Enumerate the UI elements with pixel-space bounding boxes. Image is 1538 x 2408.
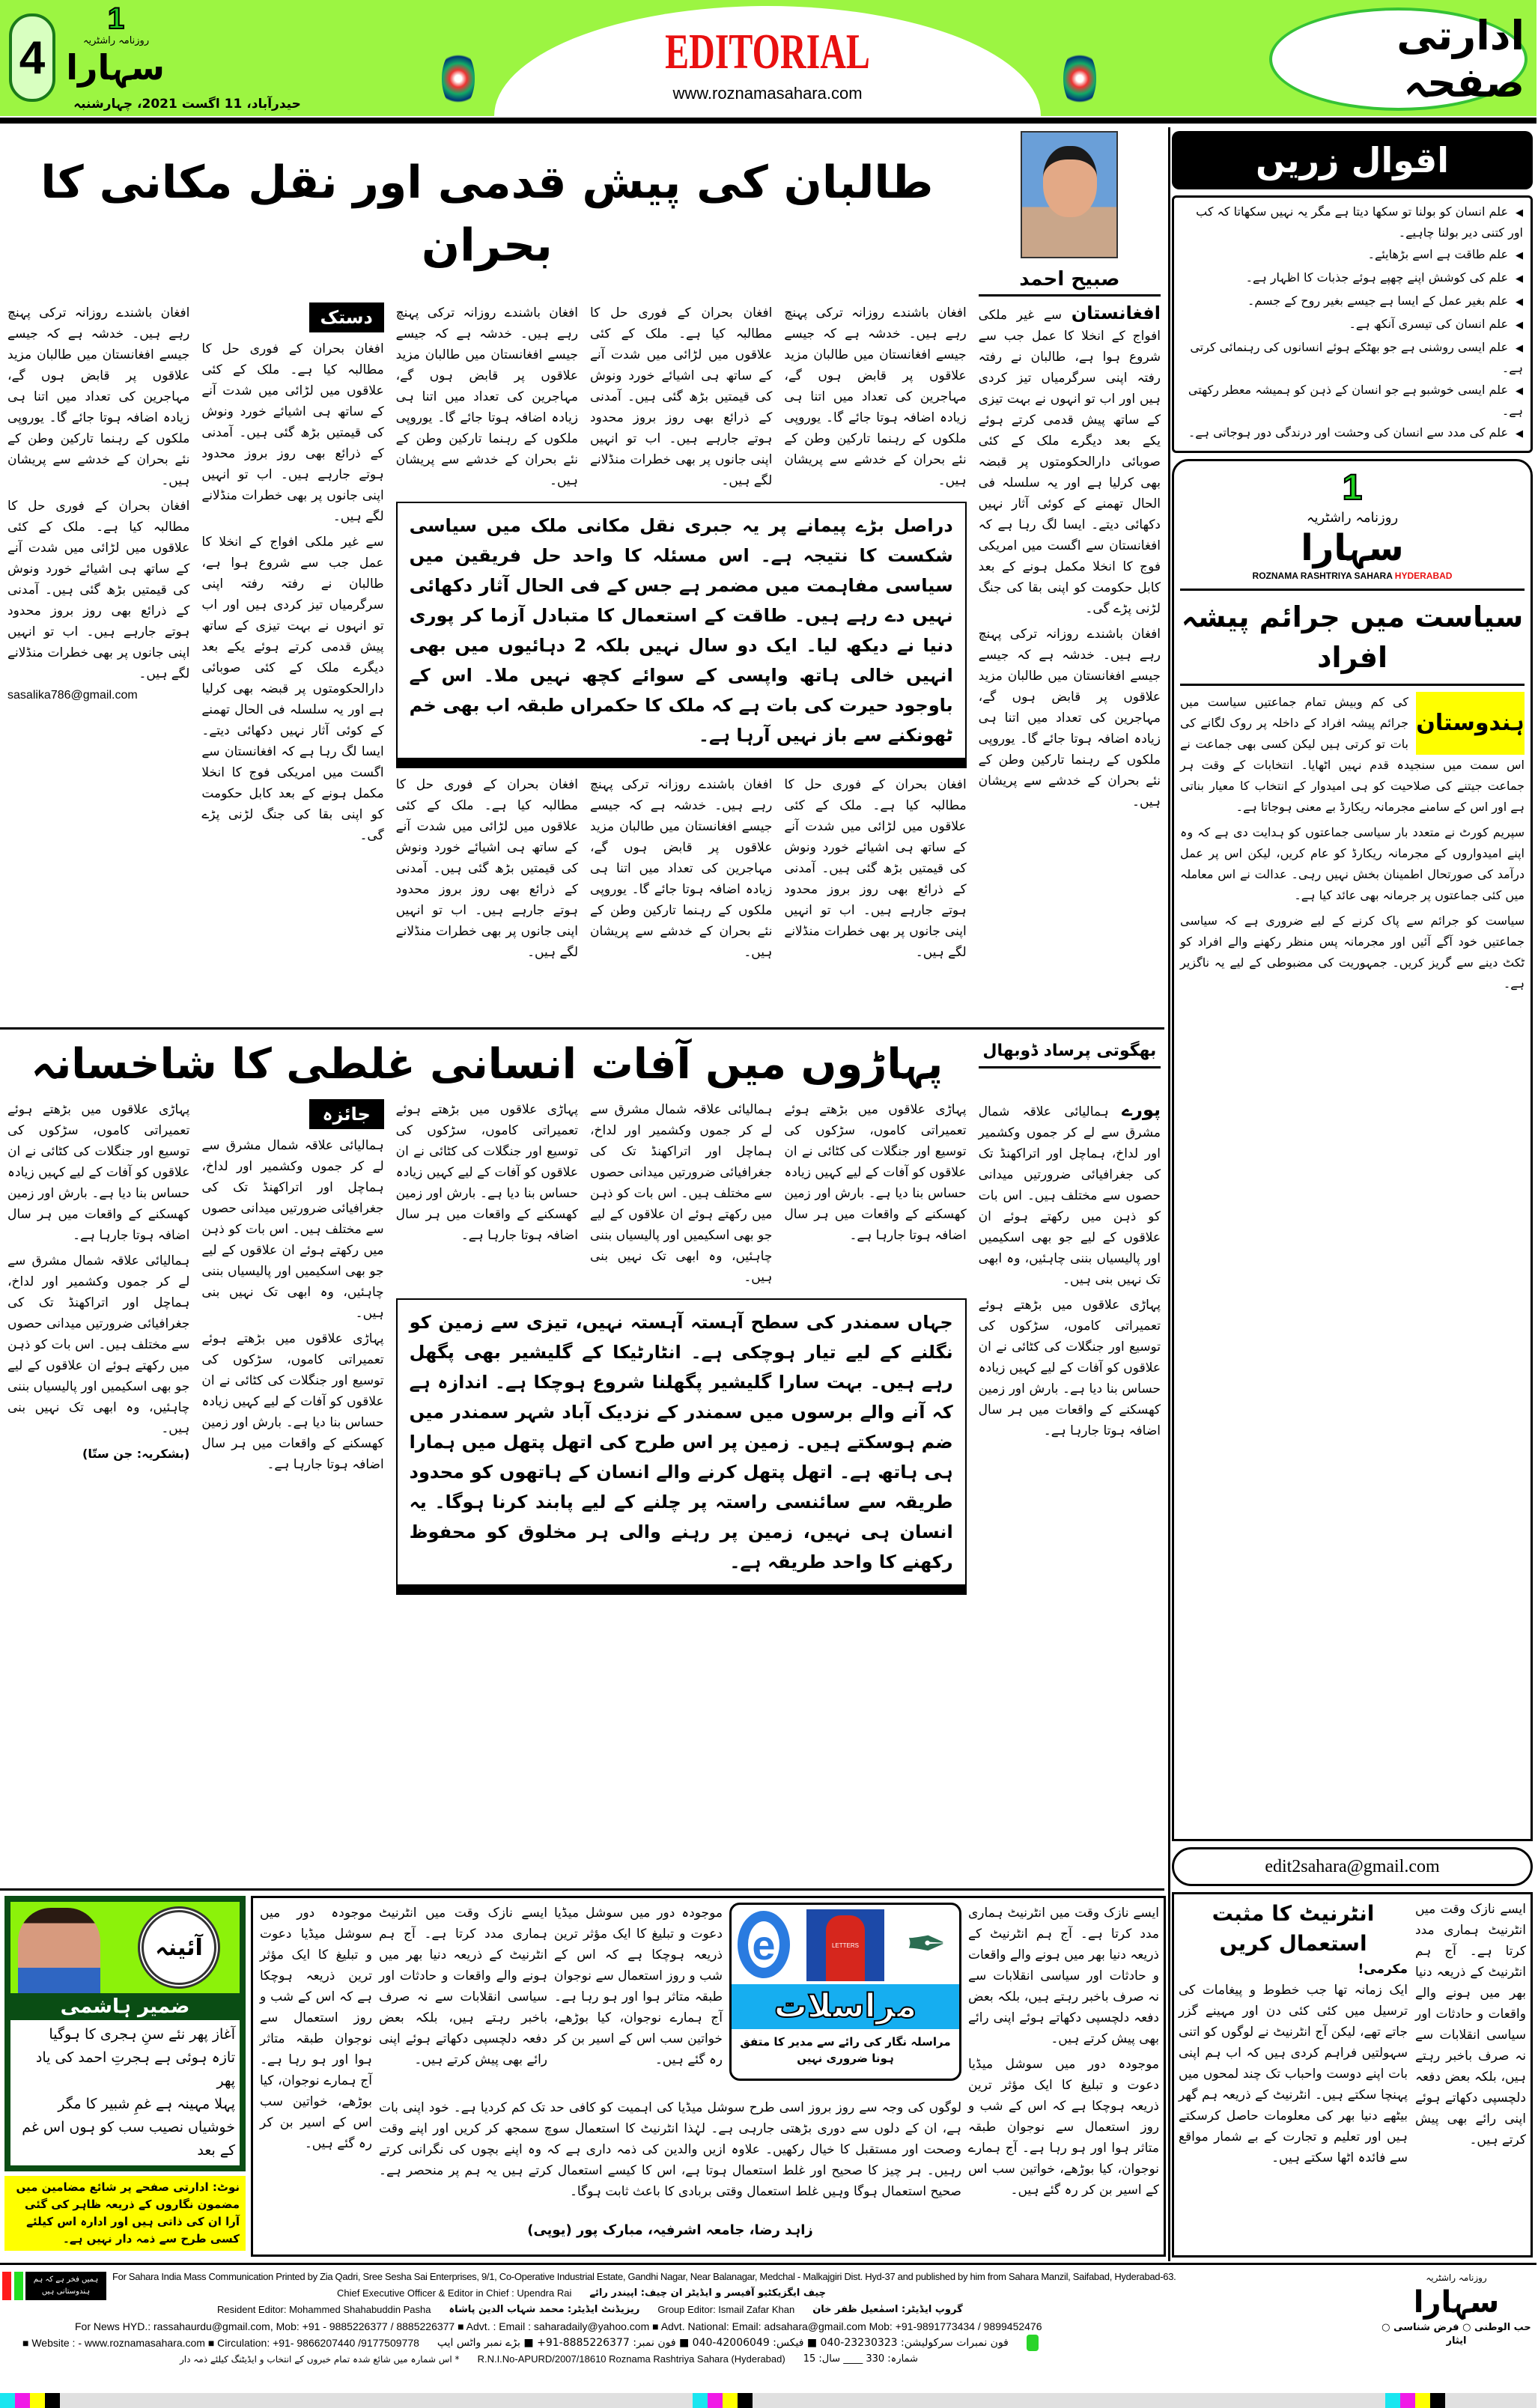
logo-subtitle: روزنامہ راشٹریہ (1426, 2272, 1487, 2283)
author-name: صبیح احمد (979, 264, 1161, 297)
verse: آغاز پھر نئے سنِ ہجری کا ہوگیا (49, 2026, 235, 2043)
article-column (7, 1099, 189, 1465)
paragraph: موجودہ دور میں سوشل میڈیا دعوت و تبلیغ کا ایک مؤثر ترین ذریعہ ہوچکا ہے کہ اس کے شب و روز استعمال سے نوجوان طبقہ متاثر ہوا اور ہو رہا ہے۔ آج ہمارے نوجوان، کیا بوڑھے، خواتین سب اس کے اسیر بن کر رہ گئے ہیں۔ (554, 1906, 723, 2067)
credit-line: (بشکریہ: جن ستّا) (82, 1447, 190, 1461)
article-1 (7, 131, 1161, 967)
article-column (396, 302, 578, 496)
disclaimer-line: * اس شمارہ میں شائع شدہ تمام خبروں کے انتخاب و ایڈیٹنگ کیلئے ذمہ دار (180, 2354, 460, 2365)
article-column (201, 1099, 383, 1480)
pull-quote: دراصل بڑے پیمانے پر یہ جبری نقل مکانی ملک میں سیاسی شکست کا نتیجہ ہے۔ اس مسئلہ کا واحد حل فریقین میں سیاسی مفاہمت میں مضمر ہے جس کے فی الحال آثار دکھائی نہیں دے رہے ہیں۔ طاقت کے استعمال کا متبادل آزما کر پوری دنیا نے دیکھ لیا۔ ایک دو سال نہیں بلکہ 2 دہائیوں میں بھی انہیں خالی ہاتھ واپسی کے سوائے کچھ نہیں ملا۔ اس کے باوجود حیرت کی بات ہے کہ ملک کا حکمراں طبقہ اب بھی خم ٹھونکنے سے باز نہیں آرہا ہے۔ (396, 502, 967, 768)
verse: خوشیاں نصیب سب کو ہوں اس غم کے بعد (22, 2119, 235, 2159)
quote-item: ◀ علم کی مدد سے انسان کی وحشت اور درندگی دور ہوجاتی ہے۔ (1182, 423, 1523, 444)
footer-motto: ہمیں فخر ہے کہ ہم ہندوستانی ہیں (25, 2272, 106, 2300)
article-column (590, 774, 772, 967)
footer-row (22, 2269, 1370, 2285)
footer-logo (1382, 2272, 1531, 2348)
letters-column (554, 1903, 723, 2075)
ceo-line: Chief Executive Officer & Editor in Chief : Upendra Rai (337, 2287, 572, 2299)
letters-column (379, 1903, 547, 2075)
browser-icon: e (738, 1911, 790, 1978)
color-bar (2, 2272, 11, 2300)
logo-wordmark: سہارا (1301, 527, 1404, 569)
divider (0, 118, 1537, 124)
banner-title: مراسلات (732, 1984, 959, 2029)
quote-item: ◀ علم انسان کی تیسری آنکھ ہے۔ (1182, 314, 1523, 335)
group-editor-urdu: گروپ ایڈیٹر: اسمٰعیل ظفر خان (812, 2304, 963, 2315)
color-registration-bar (0, 2393, 1537, 2408)
paragraph: افغان باشندے روزانہ ترکی پہنچ رہے ہیں۔ خدشہ ہے کہ جیسے جیسے افغانستان میں طالبان مزید علاقوں پر قابض ہوں گے، مہاجرین کی تعداد میں اتنا ہی زیادہ اضافہ ہوتا جائے گا۔ یوروپی ملکوں کے رہنما تارکین وطن کے نئے بحران کے خدشے سے پریشان ہیں۔ (978, 627, 1161, 809)
paragraph: کی کم وبیش تمام جماعتیں سیاست میں جرائم پیشہ افراد کے داخلہ پر روک لگانے کی بات تو کرتی ہیں لیکن کسی بھی جماعت نے اس سمت میں سنجیدہ قدم نہیں اٹھایا۔ انتخابات کے وقت ہر جماعت جیتنے کی صلاحیت کو ہی امیدوار کے انتخاب کا معیار بناتی ہے اور اس کے سامنے مجرمانہ ریکارڈ بے معنی ہوجاتا ہے۔ (1180, 695, 1525, 814)
article-column (7, 302, 189, 702)
author-photo (1021, 131, 1118, 258)
page-label: ادارتی صفحہ (1269, 7, 1528, 111)
logo-english: ROZNAMA RASHTRIYA SAHARA (1252, 571, 1393, 581)
article-column (784, 774, 966, 967)
letter-box (1172, 1892, 1533, 2258)
logo-one: 1 (107, 2, 125, 35)
starburst-icon (442, 49, 475, 109)
slogan: حب الوطنی ○ فرض شناسی ○ ایثار (1382, 2322, 1531, 2347)
verse: تازہ ہوئی ہے ہجرتِ احمد کی یاد پھر (35, 2049, 235, 2089)
quotes-list (1172, 195, 1533, 453)
paragraph: افغان بحران کے فوری حل کا مطالبہ کیا ہے۔ ملک کے کئی علاقوں میں لڑائی میں شدت آنے کے ساتھ ہی اشیائے خورد ونوش کی قیمتیں بڑھ گئی ہیں۔ آمدنی کے ذرائع بھی روز بروز محدود ہوتے جارہے ہیں۔ اب تو انہیں اپنی جانوں پر بھی خطرات منڈلانے لگے ہیں۔ (590, 305, 773, 488)
paragraph: ایسے نازک وقت میں انٹرنیٹ ہماری مدد کرتا ہے۔ آج ہم انٹرنیٹ کے ذریعہ دنیا بھر میں ہونے والے واقعات و حادثات اور سیاسی انقلابات سے نہ صرف باخبر رہتے ہیں، بلکہ بعض دفعہ دلچسپی دکھاتے ہوئے اپنی رائے بھی پیش کرتے ہیں۔ (968, 1906, 1159, 2046)
article-column (396, 1099, 578, 1250)
paragraph: موجودہ دور میں سوشل میڈیا دعوت و تبلیغ کا ایک مؤثر ترین ذریعہ ہوچکا ہے کہ اس کے شب و روز استعمال سے نوجوان طبقہ متاثر ہوا اور ہو رہا ہے۔ آج ہمارے نوجوان، کیا بوڑھے، خواتین سب اس کے اسیر بن کر رہ گئے ہیں۔ (968, 2057, 1159, 2198)
rni-line: R.N.I.No-APURD/2007/18610 Roznama Rashtriya Sahara (Hyderabad) (477, 2353, 785, 2365)
quotes-title: اقوال زریں (1172, 131, 1533, 189)
logo-city: HYDERABAD (1394, 571, 1453, 581)
paragraph (979, 302, 1161, 619)
letters-banner (729, 1903, 961, 2081)
column-divider (1168, 127, 1170, 2261)
group-editor: Group Editor: Ismail Zafar Khan (657, 2304, 795, 2315)
paragraph: لوگوں کی وجہ سے روز بروز اسی طرح سوشل میڈیا کی اہمیت کو کافی حد تک کم کردیا ہے۔ خود اپنی بات ہے، ان کے دلوں سے دوری بڑھتی جارہی ہے۔ لہٰذا انٹرنیٹ کا استعمال سوچ سمجھ کر کریں اور اپنے وقت وصحت اور مستقبل کا خیال رکھیں۔ علاوہ ازیں والدین کی ذمہ داری ہے کہ وہ اپنے بچوں کی نگرانی کرتے رہیں۔ ہر چیز کا صحیح اور غلط استعمال ہوتا ہے، اس کا کیسے استعمال کرتے ہیں یہ ہم پر منحصر ہے۔ صحیح استعمال ہوگا وہیں غلط استعمال وقتی بربادی کا باعث ثابت ہوگا۔ (379, 2100, 961, 2199)
editorial-email[interactable]: edit2sahara@gmail.com (1172, 1847, 1533, 1886)
letter-body (1179, 1980, 1408, 2168)
paragraph: پہاڑی علاقوں میں بڑھتے ہوئے تعمیراتی کاموں، سڑکوں کی توسیع اور جنگلات کی کٹائی نے ان علاقوں کو آفات کے لیے کہیں زیادہ حساس بنا دیا ہے۔ بارش اور زمین کھسکنے کے واقعات میں ہر سال اضافہ ہوتا جارہا ہے۔ (201, 1331, 384, 1472)
logo-subtitle: روزنامہ راشٹریہ (82, 35, 150, 46)
issue-date: حیدرآباد، 11 اگست 2021، چہارشنبہ (73, 97, 301, 112)
paragraph: سے غیر ملکی افواج کے انخلا کا عمل جب سے شروع ہوا ہے، طالبان نے رفتہ رفتہ اپنی سرگرمیاں تیز کردی ہیں اور اب تو انہوں نے بہت تیزی کے ساتھ پیش قدمی کرتے ہوئے یکے بعد دیگرے ملک کے کئی صوبائی دارالحکومتوں پر قبضہ بھی کرلیا ہے اور یہ سلسلہ فی الحال تھمنے کے کوئی آثار نہیں دکھائی دیتے۔ ایسا لگ رہا ہے کہ افغانستان سے اگست میں امریکی فوج کا انخلا مکمل ہونے کے بعد کابل حکومت کو اپنی بقا کی جنگ لڑنی پڑے گی۔ (201, 535, 384, 843)
ceo-urdu: چیف ایگزیکٹیو آفیسر و ایڈیٹر ان چیف: اپیندر رائے (589, 2287, 826, 2299)
article-column (201, 302, 383, 851)
footer-row (22, 2335, 1370, 2351)
divider (0, 1888, 1164, 1891)
letter-signature: زاہد رضا، جامعہ اشرفیہ، مبارک پور (یوپی) (527, 2222, 813, 2239)
paragraph: افغان بحران کے فوری حل کا مطالبہ کیا ہے۔ ملک کے کئی علاقوں میں لڑائی میں شدت آنے کے ساتھ ہی اشیائے خورد ونوش کی قیمتیں بڑھ گئی ہیں۔ آمدنی کے ذرائع بھی روز بروز محدود ہوتے جارہے ہیں۔ اب تو انہیں اپنی جانوں پر بھی خطرات منڈلانے لگے ہیں۔ (7, 499, 190, 681)
article-column (784, 1099, 966, 1250)
resident-editor-urdu: ریزیڈنٹ ایڈیٹر: محمد شہاب الدین پاشاہ (449, 2304, 640, 2315)
postbox-icon: LETTERS (826, 1915, 865, 1981)
website-link[interactable]: www.roznamasahara.com (672, 84, 863, 103)
author-block (979, 131, 1161, 297)
poet-name: ضمیر ہاشمی (10, 1993, 240, 2020)
paragraph: افغان بحران کے فوری حل کا مطالبہ کیا ہے۔ ملک کے کئی علاقوں میں لڑائی میں شدت آنے کے ساتھ ہی اشیائے خورد ونوش کی قیمتیں بڑھ گئی ہیں۔ آمدنی کے ذرائع بھی روز بروز محدود ہوتے جارہے ہیں۔ اب تو انہیں اپنی جانوں پر بھی خطرات منڈلانے لگے ہیں۔ (201, 341, 384, 524)
paragraph: ہمالیائی علاقہ شمال مشرق سے لے کر جموں وکشمیر اور لداخ، ہماچل اور اتراکھنڈ تک کی جغرافیائی ضرورتیں میدانی حصوں سے مختلف ہیں۔ اس بات کو ذہن میں رکھتے ہوئے ان علاقوں کے لیے جو بھی اسکیمیں اور پالیسیاں بننی چاہئیں، وہ ابھی تک نہیں بنی ہیں۔ (590, 1102, 773, 1285)
editorial-box (1172, 459, 1533, 1841)
editorial-headline: سیاست میں جرائم پیشہ افراد (1181, 601, 1524, 674)
quote-item: ◀ علم کی کوشش اپنے چھپے ہوئے جذبات کا اظہار ہے۔ (1182, 268, 1523, 289)
paragraph: ایسے نازک وقت میں انٹرنیٹ ہماری مدد کرتا ہے۔ آج ہم انٹرنیٹ کے ذریعہ دنیا بھر میں ہونے والے واقعات و حادثات اور سیاسی انقلابات سے نہ صرف باخبر رہتے ہیں، بلکہ بعض دفعہ دلچسپی دکھاتے ہوئے اپنی رائے بھی پیش کرتے ہیں۔ (379, 1906, 547, 2067)
quote-item: ◀ علم بغیر عمل کے ایسا ہے جیسے بغیر روح کے جسم۔ (1182, 291, 1523, 312)
paragraph: افغان بحران کے فوری حل کا مطالبہ کیا ہے۔ ملک کے کئی علاقوں میں لڑائی میں شدت آنے کے ساتھ ہی اشیائے خورد ونوش کی قیمتیں بڑھ گئی ہیں۔ آمدنی کے ذرائع بھی روز بروز محدود ہوتے جارہے ہیں۔ اب تو انہیں اپنی جانوں پر بھی خطرات منڈلانے لگے ہیں۔ (784, 777, 967, 960)
verses (10, 2020, 240, 2165)
paragraph: افغان باشندے روزانہ ترکی پہنچ رہے ہیں۔ خدشہ ہے کہ جیسے جیسے افغانستان میں طالبان مزید علاقوں پر قابض ہوں گے، مہاجرین کی تعداد میں اتنا ہی زیادہ اضافہ ہوتا جائے گا۔ یوروپی ملکوں کے رہنما تارکین وطن کے نئے بحران کے خدشے سے پریشان ہیں۔ (590, 777, 773, 960)
quote-item: ◀ علم ایسی خوشبو ہے جو انسان کے ذہن کو ہمیشہ معطر رکھتی ہے۔ (1182, 380, 1523, 421)
starburst-icon (1063, 49, 1096, 109)
pull-quote: جہاں سمندر کی سطح آہستہ آہستہ نہیں، تیزی سے زمین کو نگلنے کے لیے تیار ہوچکی ہے۔ انٹارٹیکا کے گلیشیر بھی پگھل رہے ہیں۔ بہت سارا گلیشیر پگھلنا شروع ہوچکا ہے۔ اندازہ ہے کہ آنے والے برسوں میں سمندر کے نزدیک آباد شہر سمندر میں ضم ہوسکتے ہیں۔ زمین پر اس طرح کی اتھل پتھل میں ہمارا ہی ہاتھ ہے۔ اتھل پتھل کرنے والے انسان کے ہاتھوں کو محدود طریقہ سے سائنسی راستہ پر چلنے کے لیے پابند کرنا ہوگا۔ یہ انسان ہی نہیں، زمین پر رہنے والی ہر مخلوق کو محفوظ رکھنے کا واحد طریقہ ہے۔ (396, 1298, 967, 1595)
paragraph: افغان باشندے روزانہ ترکی پہنچ رہے ہیں۔ خدشہ ہے کہ جیسے جیسے افغانستان میں طالبان مزید علاقوں پر قابض ہوں گے، مہاجرین کی تعداد میں اتنا ہی زیادہ اضافہ ہوتا جائے گا۔ یوروپی ملکوں کے رہنما تارکین وطن کے نئے بحران کے خدشے سے پریشان ہیں۔ (7, 305, 190, 488)
footer-row (22, 2285, 1370, 2302)
letter-main (1179, 1899, 1408, 2251)
logo-wordmark: سہارا (66, 47, 165, 88)
masthead (0, 0, 1537, 116)
website-line: ■ Website : - www.roznamasahara.com ■ Circulation: +91- 9866207440 /9177509778 (22, 2337, 419, 2349)
divider (0, 1027, 1164, 1030)
footer-row (22, 2351, 1370, 2368)
article-column (979, 302, 1161, 817)
right-column (1172, 131, 1533, 2258)
quote-item: ◀ علم طاقت ہے اسے بڑھایئے۔ (1182, 245, 1523, 266)
paragraph: افغان بحران کے فوری حل کا مطالبہ کیا ہے۔ ملک کے کئی علاقوں میں لڑائی میں شدت آنے کے ساتھ ہی اشیائے خورد ونوش کی قیمتیں بڑھ گئی ہیں۔ آمدنی کے ذرائع بھی روز بروز محدود ہوتے جارہے ہیں۔ اب تو انہیں اپنی جانوں پر بھی خطرات منڈلانے لگے ہیں۔ (395, 777, 579, 960)
monitor-icon (806, 1909, 884, 1981)
article-column (979, 1099, 1161, 1446)
footer-imprint (22, 2269, 1370, 2368)
paragraph: پہاڑی علاقوں میں بڑھتے ہوئے تعمیراتی کاموں، سڑکوں کی توسیع اور جنگلات کی کٹائی نے ان علاقوں کو آفات کے لیے کہیں زیادہ حساس بنا دیا ہے۔ بارش اور زمین کھسکنے کے واقعات میں ہر سال اضافہ ہوتا جارہا ہے۔ (395, 1102, 579, 1243)
article-2 (7, 1036, 1161, 1595)
paragraph: افغان باشندے روزانہ ترکی پہنچ رہے ہیں۔ خدشہ ہے کہ جیسے جیسے افغانستان میں طالبان مزید علاقوں پر قابض ہوں گے، مہاجرین کی تعداد میں اتنا ہی زیادہ اضافہ ہوتا جائے گا۔ یوروپی ملکوں کے رہنما تارکین وطن کے نئے بحران کے خدشے سے پریشان ہیں۔ (395, 305, 579, 488)
letters-column (260, 1903, 372, 2159)
paragraph-text: ہمالیائی علاقہ شمال مشرق سے لے کر جموں وکشمیر اور لداخ، ہماچل اور اتراکھنڈ تک کی جغرافیائی ضرورتیں میدانی حصوں سے مختلف ہیں۔ اس بات کو ذہن میں رکھتے ہوئے ان علاقوں کے لیے جو بھی اسکیمیں اور پالیسیاں بننی چاہئیں، وہ ابھی تک نہیں بنی ہیں۔ (978, 1104, 1161, 1287)
letter-title: انٹرنیٹ کا مثبت استعمال کریں (1212, 1901, 1375, 1956)
paragraph: ایسے نازک وقت میں انٹرنیٹ ہماری مدد کرتا ہے۔ آج ہم انٹرنیٹ کے ذریعہ دنیا بھر میں ہونے والے واقعات و حادثات اور سیاسی انقلابات سے نہ صرف باخبر رہتے ہیں، بلکہ بعض دفعہ دلچسپی دکھاتے ہوئے اپنی رائے بھی پیش کرتے ہیں۔ (1415, 1902, 1526, 2147)
sahara-logo (67, 3, 165, 87)
footer-row (22, 2302, 1370, 2318)
phone-line: فون نمبرات سرکولیشن: 23230323-040 ■ فیکس: 42006049-040 ■ فون نمبر: 8885226377-91+ ■ بڑے نمبر واٹس ایپ (437, 2337, 1009, 2349)
article-column (590, 302, 772, 496)
letters-box (251, 1896, 1166, 2257)
letters-column (379, 2097, 961, 2207)
banner-caption: مراسلہ نگار کی رائے سے مدیر کا متفق ہونا ضروری نہیں (740, 2035, 951, 2065)
page-number: 4 (9, 13, 55, 102)
aaina-box (4, 1896, 246, 2171)
author-name: بھگوتی پرساد ڈوبھال (979, 1036, 1161, 1068)
editorial-lead-word: ہندوستان (1416, 692, 1525, 755)
quote-item: ◀ علم انسان کو بولنا تو سکھا دیتا ہے مگر یہ نہیں سکھاتا کہ کب اور کتنی دیر بولنا چاہیے۔ (1182, 202, 1523, 243)
logo-one: 1 (1342, 468, 1363, 508)
paragraph: ایک زمانہ تھا جب خطوط و پیغامات کی ترسیل میں کئی کئی دن اور مہینے گزر جاتے تھے، لیکن آج انٹرنیٹ نے لوگوں کو اتنی سہولتیں فراہم کردی ہیں کہ اب ہم اپنی بات اپنے دوست واحباب تک چند لمحوں میں پہنچا سکتے ہیں۔ انٹرنیٹ کے ذریعہ ہم گھر بیٹھے دنیا بھر کی معلومات حاصل کرسکتے ہیں اور تعلیم و تجارت کے بے شمار مواقع سے فائدہ اٹھا سکتے ہیں۔ (1179, 1983, 1408, 2165)
logo-subtitle: روزنامہ راشٹریہ (1306, 510, 1399, 526)
article-headline: پہاڑوں میں آفات انسانی غلطی کا شاخسانہ (31, 1040, 943, 1089)
printer-line: For Sahara India Mass Communication Printed by Zia Qadri, Sree Sesha Sai Enterprises, 9/1, Co-Operative Industrial Estate, Gandhi Nagar, Near Balanagar, Medchal - Malkajgiri Dist. Hyd-37 and published by him from Sahara Manzil, Saifabad, Hyderabad-63. (112, 2271, 1176, 2282)
verse: پہلا مہینہ ہے غمِ شبیر کا مگر (58, 2096, 235, 2112)
sahara-logo (1180, 467, 1525, 583)
divider (0, 2263, 1537, 2265)
contact-line: For News HYD.: rassahaurdu@gmail.com, Mob: +91 - 9885226377 / 8885226377 ■ Advt. : Email : saharadaily@yahoo.com ■ Advt. National: Email: adsahara@gmail.com Mob: +91-9891773434 / 9899452476 (75, 2320, 1042, 2332)
paragraph: سیاست کو جرائم سے پاک کرنے کے لیے ضروری ہے کہ سیاسی جماعتیں خود آگے آئیں اور مجرمانہ پس منظر رکھنے والے افراد کو ٹکٹ دینے سے گریز کریں۔ جمہوریت کی مضبوطی کے لیے یہ ناگزیر ہے۔ (1180, 913, 1525, 991)
whatsapp-icon (1027, 2335, 1039, 2351)
paragraph (979, 1099, 1161, 1290)
disclaimer-note: نوٹ: ادارتی صفحے پر شائع مضامین میں مضمون نگاروں کے ذریعہ ظاہر کی گئی آرا ان کی ذاتی ہیں اور ادارہ اس کیلئے کسی طرح سے ذمہ دار نہیں ہے۔ (4, 2176, 246, 2251)
aaina-title: آئینہ (138, 1906, 220, 1989)
paragraph: ہمالیائی علاقہ شمال مشرق سے لے کر جموں وکشمیر اور لداخ، ہماچل اور اتراکھنڈ تک کی جغرافیائی ضرورتیں میدانی حصوں سے مختلف ہیں۔ اس بات کو ذہن میں رکھتے ہوئے ان علاقوں کے لیے جو بھی اسکیمیں اور پالیسیاں بننی چاہئیں، وہ ابھی تک نہیں بنی ہیں۔ (201, 1138, 384, 1321)
paragraph: افغان باشندے روزانہ ترکی پہنچ رہے ہیں۔ خدشہ ہے کہ جیسے جیسے افغانستان میں طالبان مزید علاقوں پر قابض ہوں گے، مہاجرین کی تعداد میں اتنا ہی زیادہ اضافہ ہوتا جائے گا۔ یوروپی ملکوں کے رہنما تارکین وطن کے نئے بحران کے خدشے سے پریشان ہیں۔ (784, 305, 967, 488)
lead-word: افغانستان (1071, 302, 1161, 323)
article-column (590, 1099, 772, 1292)
article-column (396, 774, 578, 967)
quill-pen-icon: ✒ (905, 1915, 947, 1973)
article-headline: طالبان کی پیش قدمی اور نقل مکانی کا بحران (40, 156, 934, 272)
lead-word: پورے (1122, 1099, 1161, 1120)
editorial-body (1180, 692, 1525, 999)
letter-side-text (1415, 1899, 1526, 2251)
author-email[interactable]: sasalika786@gmail.com (7, 689, 138, 702)
column-tag: جائزہ (309, 1099, 384, 1129)
paragraph: ہمالیائی علاقہ شمال مشرق سے لے کر جموں وکشمیر اور لداخ، ہماچل اور اتراکھنڈ تک کی جغرافیائی ضرورتیں میدانی حصوں سے مختلف ہیں۔ اس بات کو ذہن میں رکھتے ہوئے ان علاقوں کے لیے جو بھی اسکیمیں اور پالیسیاں بننی چاہئیں، وہ ابھی تک نہیں بنی ہیں۔ (7, 1253, 190, 1436)
column-tag: دستک (309, 302, 384, 332)
paragraph: سپریم کورٹ نے متعدد بار سیاسی جماعتوں کو ہدایت دی ہے کہ وہ اپنے امیدواروں کے مجرمانہ ریکارڈ کو عام کریں، لیکن اس پر عمل درآمد کی صورتحال اطمینان بخش نہیں رہی۔ عدالت نے اس معاملہ میں کئی جماعتوں پر جرمانہ بھی عائد کیا ہے۔ (1180, 825, 1525, 902)
paragraph-text: سے غیر ملکی افواج کے انخلا کا عمل جب سے شروع ہوا ہے، طالبان نے رفتہ رفتہ اپنی سرگرمیاں تیز کردی ہیں اور اب تو انہوں نے بہت تیزی کے ساتھ پیش قدمی کرتے ہوئے یکے بعد دیگرے ملک کے کئی صوبائی دارالحکومتوں پر قبضہ بھی کرلیا ہے اور یہ سلسلہ فی الحال تھمنے کے کوئی آثار نہیں دکھائی دیتے۔ ایسا لگ رہا ہے کہ افغانستان سے اگست میں امریکی فوج کا انخلا مکمل ہونے کے بعد کابل حکومت کو اپنی بقا کی جنگ لڑنی پڑے گی۔ (978, 308, 1161, 616)
paragraph: پہاڑی علاقوں میں بڑھتے ہوئے تعمیراتی کاموں، سڑکوں کی توسیع اور جنگلات کی کٹائی نے ان علاقوں کو آفات کے لیے کہیں زیادہ حساس بنا دیا ہے۔ بارش اور زمین کھسکنے کے واقعات میں ہر سال اضافہ ہوتا جارہا ہے۔ (7, 1102, 190, 1243)
footer-row (22, 2318, 1370, 2335)
poet-photo (18, 1908, 100, 1993)
paragraph: موجودہ دور میں سوشل میڈیا دعوت و تبلیغ کا ایک مؤثر ترین ذریعہ ہوچکا ہے کہ اس کے شب و روز استعمال سے نوجوان طبقہ متاثر ہوا اور ہو رہا ہے۔ آج ہمارے نوجوان، کیا بوڑھے، خواتین سب اس کے اسیر بن کر رہ گئے ہیں۔ (260, 1906, 372, 2151)
divider (1180, 684, 1525, 686)
paragraph: پہاڑی علاقوں میں بڑھتے ہوئے تعمیراتی کاموں، سڑکوں کی توسیع اور جنگلات کی کٹائی نے ان علاقوں کو آفات کے لیے کہیں زیادہ حساس بنا دیا ہے۔ بارش اور زمین کھسکنے کے واقعات میں ہر سال اضافہ ہوتا جارہا ہے۔ (978, 1298, 1161, 1438)
logo-wordmark: سہارا (1413, 2285, 1500, 2320)
divider (1180, 589, 1525, 591)
aaina-column (4, 1896, 246, 2251)
quote-item: ◀ علم ایسی روشنی ہے جو بھٹکے ہوئے انسانوں کی رہنمائی کرتی ہے۔ (1182, 338, 1523, 378)
aaina-banner (10, 1902, 240, 1993)
resident-editor: Resident Editor: Mohammed Shahabuddin Pasha (217, 2304, 431, 2315)
issue-line: شمارہ: 330 ____ سال: 15 (803, 2353, 918, 2365)
paragraph: پہاڑی علاقوں میں بڑھتے ہوئے تعمیراتی کاموں، سڑکوں کی توسیع اور جنگلات کی کٹائی نے ان علاقوں کو آفات کے لیے کہیں زیادہ حساس بنا دیا ہے۔ بارش اور زمین کھسکنے کے واقعات میں ہر سال اضافہ ہوتا جارہا ہے۔ (784, 1102, 967, 1243)
letter-salutation: مکرمی! (1358, 1962, 1408, 1977)
article-column (784, 302, 966, 496)
letters-column (968, 1903, 1159, 2205)
section-title: EDITORIAL (665, 24, 870, 80)
